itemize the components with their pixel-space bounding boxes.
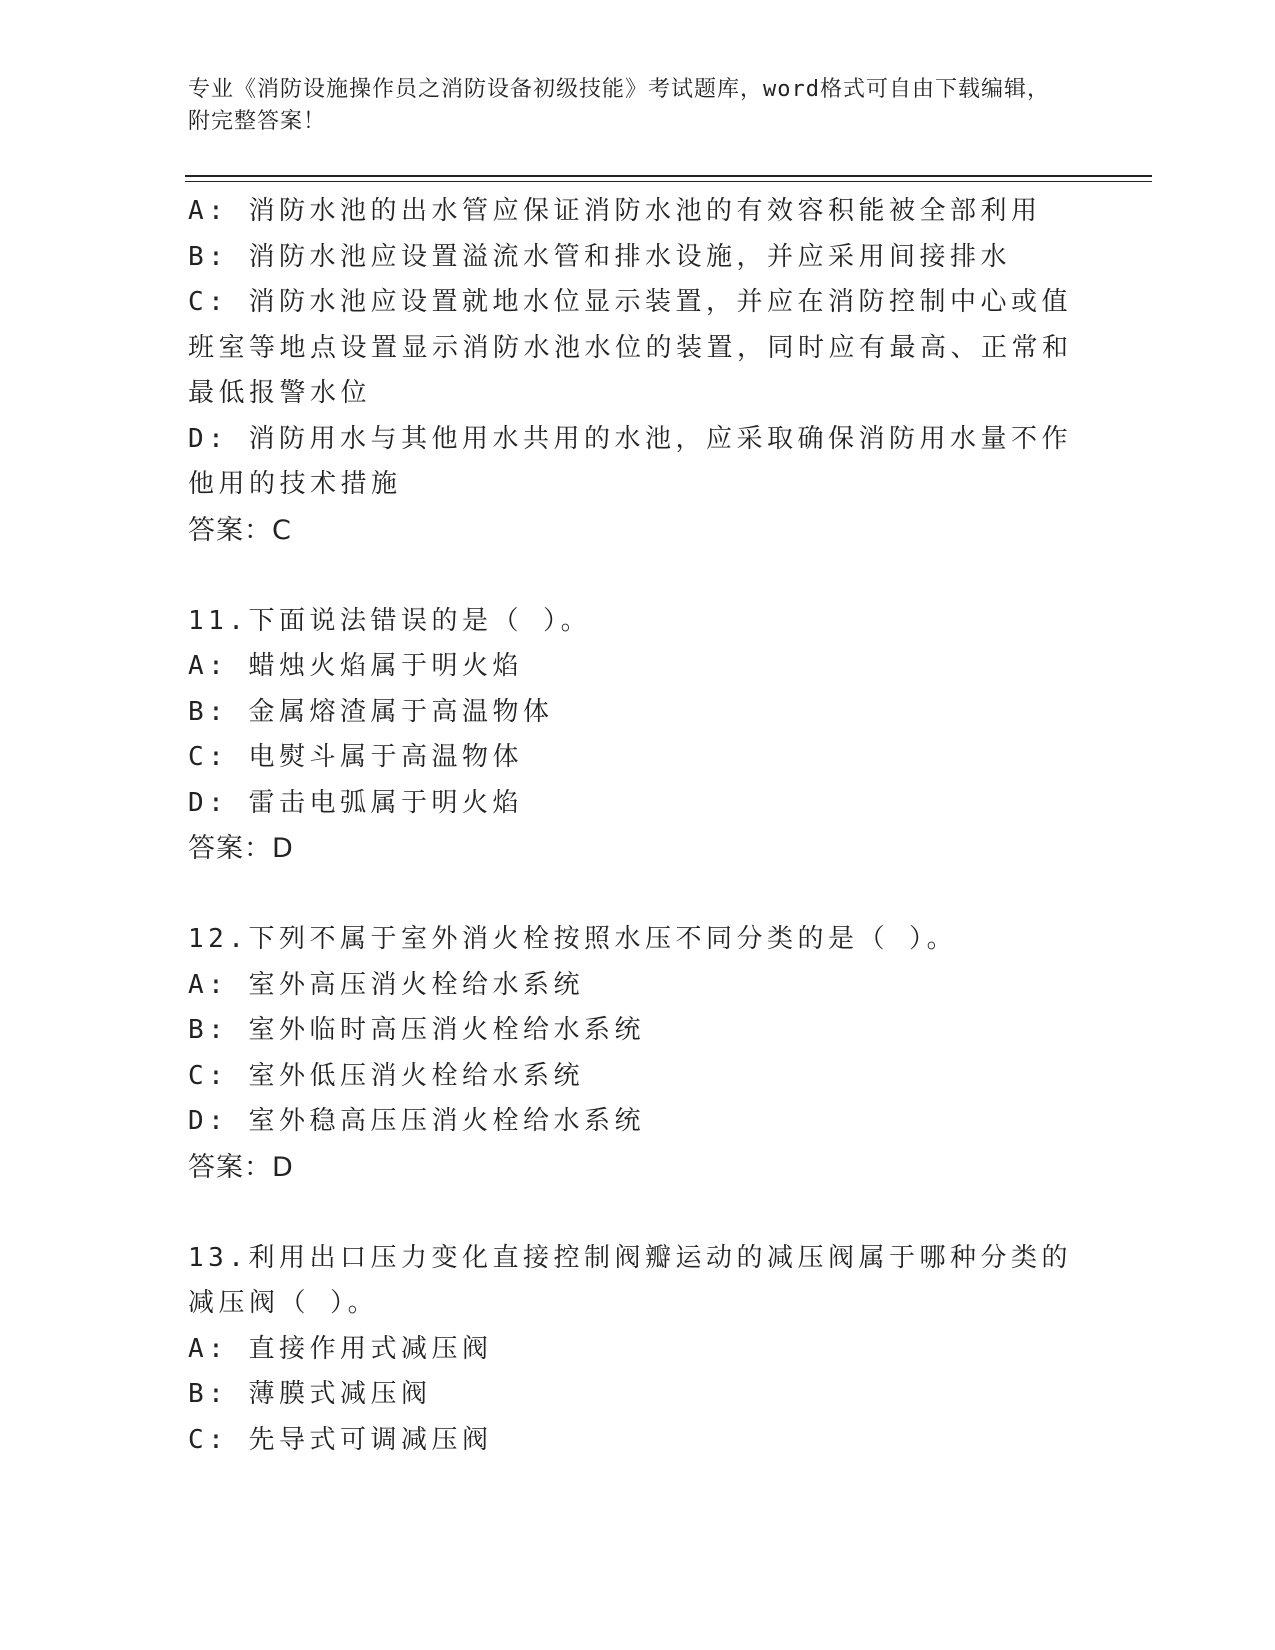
option-a: A: 消防水池的出水管应保证消防水池的有效容积能被全部利用 bbox=[188, 196, 1042, 226]
question-block-13 bbox=[188, 1236, 1088, 1464]
spacer bbox=[188, 1190, 1088, 1236]
option-d: D: 室外稳高压压消火栓给水系统 bbox=[188, 1106, 645, 1136]
document-header: 专业《消防设施操作员之消防设备初级技能》考试题库，word格式可自由下载编辑，附完整答案！ bbox=[188, 77, 1050, 134]
spacer bbox=[188, 553, 1088, 599]
option-a: A: 直接作用式减压阀 bbox=[188, 1333, 493, 1364]
option-d: D: 雷击电弧属于明火焰 bbox=[188, 787, 523, 818]
header-divider-thin bbox=[185, 181, 1152, 182]
answer-line: 答案：D bbox=[188, 1151, 294, 1183]
spacer bbox=[188, 872, 1088, 918]
answer-line: 答案：C bbox=[188, 514, 292, 546]
option-a: A: 蜡烛火焰属于明火焰 bbox=[188, 651, 523, 681]
header-divider-thick bbox=[185, 175, 1152, 177]
question-list bbox=[188, 189, 1088, 1463]
answer-line: 答案：D bbox=[188, 833, 294, 864]
question-block-11 bbox=[188, 599, 1088, 872]
option-d: D: 消防用水与其他用水共用的水池，应采取确保消防用水量不作他用的技术措施 bbox=[188, 423, 1072, 499]
question-block-12 bbox=[188, 917, 1088, 1190]
question-text: 12.下列不属于室外消火栓按照水压不同分类的是（ ）。 bbox=[188, 924, 958, 954]
option-b: B: 消防水池应设置溢流水管和排水设施，并应采用间接排水 bbox=[188, 241, 1011, 272]
option-c: C: 消防水池应设置就地水位显示装置，并应在消防控制中心或值班室等地点设置显示消防水池水位的装置，同时应有最高、正常和最低报警水位 bbox=[188, 287, 1073, 408]
question-block-10 bbox=[188, 189, 1088, 553]
option-b: B: 金属熔渣属于高温物体 bbox=[188, 696, 554, 727]
option-b: B: 室外临时高压消火栓给水系统 bbox=[188, 1015, 645, 1045]
question-text: 13.利用出口压力变化直接控制阀瓣运动的减压阀属于哪种分类的减压阀（ ）。 bbox=[188, 1242, 1072, 1318]
option-c: C: 先导式可调减压阀 bbox=[188, 1424, 493, 1455]
option-c: C: 电熨斗属于高温物体 bbox=[188, 742, 523, 772]
option-a: A: 室外高压消火栓给水系统 bbox=[188, 969, 584, 1000]
option-c: C: 室外低压消火栓给水系统 bbox=[188, 1060, 584, 1091]
option-b: B: 薄膜式减压阀 bbox=[188, 1379, 432, 1409]
question-text: 11.下面说法错误的是（ ）。 bbox=[188, 605, 592, 636]
